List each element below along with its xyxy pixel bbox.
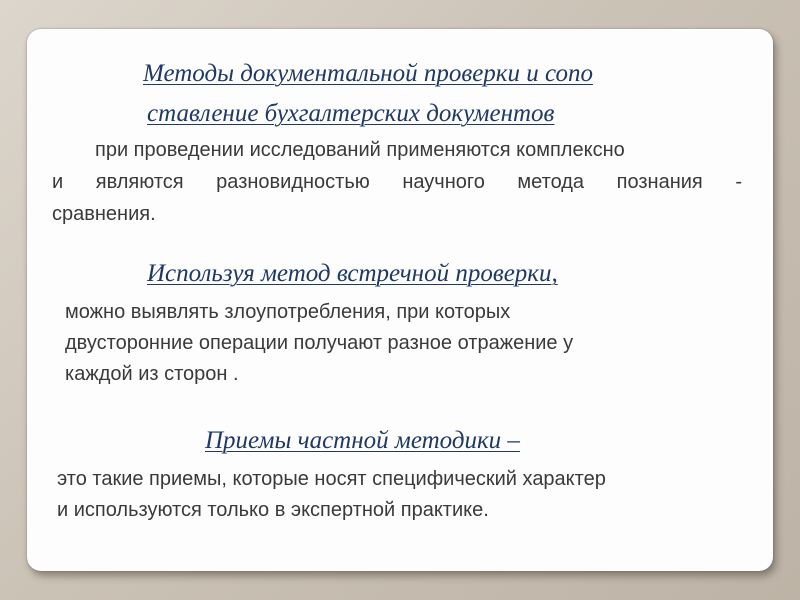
section3-text-line: и используются только в экспертной практике. (57, 499, 489, 521)
section-heading-document-check-methods-continued: ставление бухгалтерских документов (147, 100, 555, 127)
section2-text-line: двусторонние операции получают разное отражение у (65, 332, 574, 354)
slide-content-card (27, 29, 773, 571)
section1-text-line: и являются разновидностью научного метода познания - (52, 171, 742, 193)
section3-text-line: это такие приемы, которые носят специфический характер (57, 468, 606, 490)
section2-text-line: можно выявлять злоупотребления, при которых (65, 301, 511, 323)
section-heading-private-methodology: Приемы частной методики – (205, 427, 520, 454)
section1-text-line: при проведении исследований применяются комплексно (95, 139, 625, 161)
section1-text-line: сравнения. (52, 203, 156, 225)
section2-text-line: каждой из сторон . (65, 363, 239, 385)
section-heading-counter-check-method: Используя метод встречной проверки, (147, 260, 558, 287)
section-heading-document-check-methods: Методы документальной проверки и сопо (143, 60, 593, 87)
